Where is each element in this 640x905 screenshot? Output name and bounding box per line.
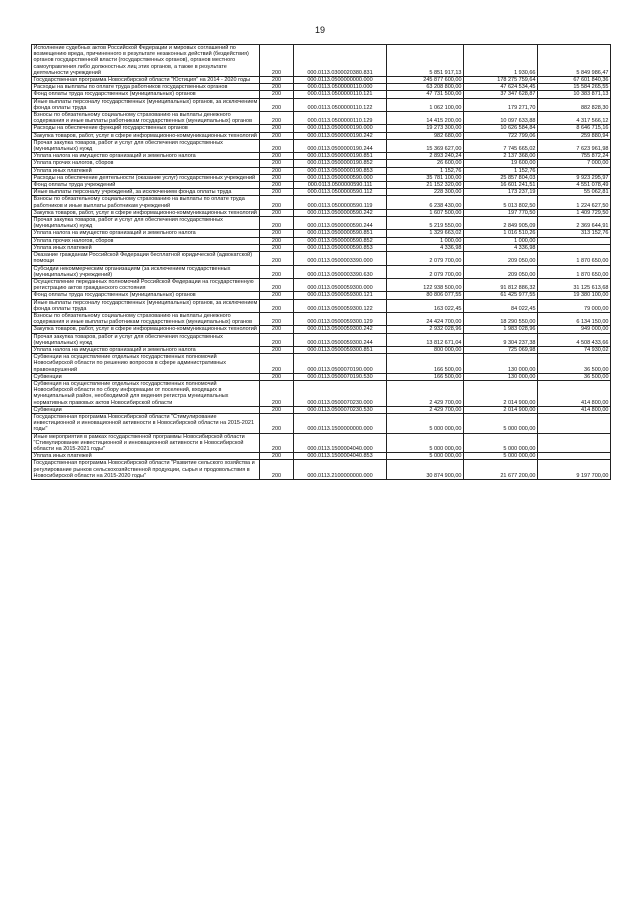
row-line-code-cell: 200 bbox=[260, 244, 294, 251]
row-line-code-cell: 200 bbox=[260, 189, 294, 196]
row-name-cell: Иные выплаты персоналу учреждений, за исключением фонда оплаты труда bbox=[32, 189, 260, 196]
row-remaining-cell: 1 409 729,50 bbox=[538, 209, 611, 216]
row-name-cell: Фонд оплаты труда государственных (муниципальных) органов bbox=[32, 292, 260, 299]
row-name-cell: Фонд оплаты труда учреждений bbox=[32, 182, 260, 189]
row-remaining-cell: 4 317 566,12 bbox=[538, 112, 611, 125]
row-approved-cell: 5 000 000,00 bbox=[387, 413, 464, 433]
row-remaining-cell: 15 584 265,55 bbox=[538, 84, 611, 91]
table-row bbox=[32, 406, 611, 413]
table-row bbox=[32, 153, 611, 160]
row-executed-cell: 178 275 759,64 bbox=[464, 77, 538, 84]
row-remaining-cell: 9 923 295,97 bbox=[538, 174, 611, 181]
table-row bbox=[32, 299, 611, 312]
row-name-cell: Расходы на обеспечение деятельности (оказание услуг) государственных учреждений bbox=[32, 174, 260, 181]
table-row bbox=[32, 433, 611, 453]
table-row bbox=[32, 189, 611, 196]
row-line-code-cell: 200 bbox=[260, 333, 294, 346]
budget-table-body bbox=[32, 45, 611, 480]
row-budget-code-cell: 000.0113.0500000590.244 bbox=[294, 217, 387, 230]
row-remaining-cell bbox=[538, 453, 611, 460]
row-approved-cell: 1 607 500,00 bbox=[387, 209, 464, 216]
row-approved-cell: 21 152 320,00 bbox=[387, 182, 464, 189]
row-remaining-cell: 55 062,81 bbox=[538, 189, 611, 196]
row-approved-cell: 2 429 700,00 bbox=[387, 380, 464, 406]
row-executed-cell: 16 601 241,51 bbox=[464, 182, 538, 189]
row-budget-code-cell: 000.0113.0500000590.111 bbox=[294, 182, 387, 189]
row-approved-cell: 1 329 663,02 bbox=[387, 230, 464, 237]
row-line-code-cell: 200 bbox=[260, 278, 294, 291]
row-executed-cell: 5 000 000,00 bbox=[464, 453, 538, 460]
row-executed-cell: 2 014 900,00 bbox=[464, 406, 538, 413]
row-approved-cell: 122 938 500,00 bbox=[387, 278, 464, 291]
row-name-cell: Субсидии некоммерческим организациям (за исключением государственных (муниципальных) учреждений) bbox=[32, 265, 260, 278]
row-approved-cell: 1 000,00 bbox=[387, 237, 464, 244]
row-name-cell: Прочая закупка товаров, работ и услуг для обеспечения государственных (муниципальных) нужд bbox=[32, 217, 260, 230]
row-name-cell: Субвенции на осуществление отдельных государственных полномочий Новосибирской области по решению вопросов в сфере административных правонарушений bbox=[32, 354, 260, 374]
table-row bbox=[32, 160, 611, 167]
row-line-code-cell: 200 bbox=[260, 265, 294, 278]
row-executed-cell: 725 069,98 bbox=[464, 346, 538, 353]
row-executed-cell: 2 137 368,00 bbox=[464, 153, 538, 160]
row-budget-code-cell: 000.0113.1500004040.853 bbox=[294, 453, 387, 460]
row-name-cell: Иные выплаты персоналу государственных (муниципальных) органов, за исключением фонда оплаты труда bbox=[32, 299, 260, 312]
row-budget-code-cell: 000.0113.0500000590.112 bbox=[294, 189, 387, 196]
row-executed-cell: 7 745 665,02 bbox=[464, 139, 538, 152]
row-approved-cell: 15 369 627,00 bbox=[387, 139, 464, 152]
row-name-cell: Государственная программа Новосибирской области "Развитие сельского хозяйства и регулирование рынков сельскохозяйственной продукции, сырья и продовольствия в Новосибирской области на 2015-2020 годы" bbox=[32, 460, 260, 480]
row-line-code-cell: 200 bbox=[260, 413, 294, 433]
row-line-code-cell: 200 bbox=[260, 354, 294, 374]
row-remaining-cell: 8 646 715,16 bbox=[538, 125, 611, 132]
row-line-code-cell: 200 bbox=[260, 160, 294, 167]
row-executed-cell: 130 000,00 bbox=[464, 354, 538, 374]
row-name-cell: Государственная программа Новосибирской области "Юстиция" на 2014 - 2020 годы bbox=[32, 77, 260, 84]
row-line-code-cell: 200 bbox=[260, 98, 294, 111]
row-name-cell: Взносы по обязательному социальному страхованию на выплаты по оплате труда работников и иные выплаты работникам учреждений bbox=[32, 196, 260, 209]
row-approved-cell: 5 000 000,00 bbox=[387, 453, 464, 460]
row-remaining-cell bbox=[538, 244, 611, 251]
row-name-cell: Уплата прочих налогов, сборов bbox=[32, 237, 260, 244]
row-executed-cell: 130 000,00 bbox=[464, 373, 538, 380]
row-budget-code-cell: 000.0113.1500000000.000 bbox=[294, 413, 387, 433]
row-approved-cell: 6 238 430,00 bbox=[387, 196, 464, 209]
row-line-code-cell: 200 bbox=[260, 77, 294, 84]
row-approved-cell: 63 208 800,00 bbox=[387, 84, 464, 91]
row-name-cell: Уплата налога на имущество организаций и земельного налога bbox=[32, 153, 260, 160]
row-budget-code-cell: 000.0113.0500000590.119 bbox=[294, 196, 387, 209]
row-line-code-cell: 200 bbox=[260, 209, 294, 216]
table-row bbox=[32, 312, 611, 325]
row-executed-cell: 209 050,00 bbox=[464, 265, 538, 278]
row-budget-code-cell: 000.0113.0500000590.852 bbox=[294, 237, 387, 244]
row-approved-cell: 2 429 700,00 bbox=[387, 406, 464, 413]
row-remaining-cell: 19 380 100,00 bbox=[538, 292, 611, 299]
table-row bbox=[32, 125, 611, 132]
row-remaining-cell: 9 197 700,00 bbox=[538, 460, 611, 480]
row-budget-code-cell: 000.0113.0500000110.122 bbox=[294, 98, 387, 111]
row-executed-cell: 84 022,45 bbox=[464, 299, 538, 312]
row-approved-cell: 228 300,00 bbox=[387, 189, 464, 196]
table-row bbox=[32, 460, 611, 480]
table-row bbox=[32, 380, 611, 406]
row-executed-cell: 5 000 000,00 bbox=[464, 433, 538, 453]
row-name-cell: Уплата иных платежей bbox=[32, 453, 260, 460]
row-approved-cell: 245 877 600,00 bbox=[387, 77, 464, 84]
row-approved-cell: 800 000,00 bbox=[387, 346, 464, 353]
row-budget-code-cell: 000.0113.0500000190.244 bbox=[294, 139, 387, 152]
row-executed-cell: 722 799,06 bbox=[464, 132, 538, 139]
row-executed-cell: 1 930,66 bbox=[464, 45, 538, 77]
row-name-cell: Расходы на обеспечение функций государственных органов bbox=[32, 125, 260, 132]
table-row bbox=[32, 292, 611, 299]
row-approved-cell: 2 893 240,24 bbox=[387, 153, 464, 160]
row-budget-code-cell: 000.0113.0500000190.851 bbox=[294, 153, 387, 160]
row-line-code-cell: 200 bbox=[260, 217, 294, 230]
row-budget-code-cell: 000.0113.1500004040.000 bbox=[294, 433, 387, 453]
row-executed-cell: 2 014 900,00 bbox=[464, 380, 538, 406]
row-budget-code-cell: 000.0113.2100000000.000 bbox=[294, 460, 387, 480]
row-name-cell: Уплата иных платежей bbox=[32, 244, 260, 251]
row-line-code-cell: 200 bbox=[260, 174, 294, 181]
row-line-code-cell: 200 bbox=[260, 153, 294, 160]
row-remaining-cell bbox=[538, 167, 611, 174]
row-approved-cell: 80 806 077,55 bbox=[387, 292, 464, 299]
row-remaining-cell: 10 383 871,13 bbox=[538, 91, 611, 98]
table-row bbox=[32, 230, 611, 237]
row-remaining-cell: 1 224 627,50 bbox=[538, 196, 611, 209]
row-budget-code-cell: 000.0113.0500070190.000 bbox=[294, 354, 387, 374]
table-row bbox=[32, 453, 611, 460]
row-budget-code-cell: 000.0113.0500000590.853 bbox=[294, 244, 387, 251]
row-budget-code-cell: 000.0113.0500059300.851 bbox=[294, 346, 387, 353]
row-line-code-cell: 200 bbox=[260, 373, 294, 380]
row-name-cell: Закупка товаров, работ, услуг в сфере информационно-коммуникационных технологий bbox=[32, 209, 260, 216]
row-approved-cell: 47 731 500,00 bbox=[387, 91, 464, 98]
row-name-cell: Уплата прочих налогов, сборов bbox=[32, 160, 260, 167]
row-name-cell: Расходы на выплаты по оплате труда работников государственных органов bbox=[32, 84, 260, 91]
row-line-code-cell: 200 bbox=[260, 453, 294, 460]
row-remaining-cell: 6 134 150,00 bbox=[538, 312, 611, 325]
row-budget-code-cell: 000.0113.0500000110.000 bbox=[294, 84, 387, 91]
row-line-code-cell: 200 bbox=[260, 84, 294, 91]
table-row bbox=[32, 139, 611, 152]
row-executed-cell: 1 152,76 bbox=[464, 167, 538, 174]
table-row bbox=[32, 244, 611, 251]
table-row bbox=[32, 45, 611, 77]
row-executed-cell: 10 097 633,88 bbox=[464, 112, 538, 125]
row-approved-cell: 1 152,76 bbox=[387, 167, 464, 174]
row-line-code-cell: 200 bbox=[260, 252, 294, 265]
row-approved-cell: 4 336,98 bbox=[387, 244, 464, 251]
row-line-code-cell: 200 bbox=[260, 237, 294, 244]
table-row bbox=[32, 209, 611, 216]
row-approved-cell: 2 079 700,00 bbox=[387, 252, 464, 265]
row-remaining-cell: 7 623 961,98 bbox=[538, 139, 611, 152]
row-remaining-cell: 882 828,30 bbox=[538, 98, 611, 111]
row-remaining-cell: 36 500,00 bbox=[538, 373, 611, 380]
row-budget-code-cell: 000.0113.0500000590.851 bbox=[294, 230, 387, 237]
table-row bbox=[32, 182, 611, 189]
row-remaining-cell: 313 152,76 bbox=[538, 230, 611, 237]
row-budget-code-cell: 000.0113.0500000190.000 bbox=[294, 125, 387, 132]
row-approved-cell: 19 273 300,00 bbox=[387, 125, 464, 132]
row-executed-cell: 5 000 000,00 bbox=[464, 413, 538, 433]
row-approved-cell: 982 680,00 bbox=[387, 132, 464, 139]
row-line-code-cell: 200 bbox=[260, 45, 294, 77]
row-executed-cell: 61 425 977,55 bbox=[464, 292, 538, 299]
row-line-code-cell: 200 bbox=[260, 196, 294, 209]
row-approved-cell: 163 022,45 bbox=[387, 299, 464, 312]
row-approved-cell: 35 781 100,00 bbox=[387, 174, 464, 181]
row-remaining-cell bbox=[538, 237, 611, 244]
row-name-cell: Уплата налога на имущество организаций и земельного налога bbox=[32, 230, 260, 237]
row-remaining-cell bbox=[538, 413, 611, 433]
row-budget-code-cell: 000.0113.0500000110.121 bbox=[294, 91, 387, 98]
row-approved-cell: 1 062 100,00 bbox=[387, 98, 464, 111]
row-approved-cell: 14 415 200,00 bbox=[387, 112, 464, 125]
row-name-cell: Осуществление переданных полномочий Российской Федерации на государственную регистрацию актов гражданского состояния bbox=[32, 278, 260, 291]
row-executed-cell: 21 677 200,00 bbox=[464, 460, 538, 480]
table-row bbox=[32, 167, 611, 174]
row-line-code-cell: 200 bbox=[260, 167, 294, 174]
row-executed-cell: 10 626 584,84 bbox=[464, 125, 538, 132]
row-executed-cell: 209 050,00 bbox=[464, 252, 538, 265]
row-budget-code-cell: 000.0113.0500059300.000 bbox=[294, 278, 387, 291]
row-budget-code-cell: 000.0113.0500000110.129 bbox=[294, 112, 387, 125]
table-row bbox=[32, 333, 611, 346]
row-budget-code-cell: 000.0113.0500059300.242 bbox=[294, 326, 387, 333]
row-executed-cell: 197 770,50 bbox=[464, 209, 538, 216]
row-budget-code-cell: 000.0113.0500003390.000 bbox=[294, 252, 387, 265]
budget-table bbox=[31, 44, 611, 480]
row-remaining-cell: 414 800,00 bbox=[538, 380, 611, 406]
row-name-cell: Фонд оплаты труда государственных (муниципальных) органов bbox=[32, 91, 260, 98]
table-row bbox=[32, 91, 611, 98]
row-remaining-cell: 7 000,00 bbox=[538, 160, 611, 167]
row-budget-code-cell: 000.0113.0300020380.831 bbox=[294, 45, 387, 77]
row-approved-cell: 5 219 550,00 bbox=[387, 217, 464, 230]
row-line-code-cell: 200 bbox=[260, 406, 294, 413]
row-name-cell: Уплата налога на имущество организаций и земельного налога bbox=[32, 346, 260, 353]
row-line-code-cell: 200 bbox=[260, 433, 294, 453]
row-remaining-cell bbox=[538, 433, 611, 453]
row-budget-code-cell: 000.0113.0500000590.242 bbox=[294, 209, 387, 216]
row-name-cell: Уплата иных платежей bbox=[32, 167, 260, 174]
row-remaining-cell: 2 369 644,91 bbox=[538, 217, 611, 230]
row-remaining-cell: 259 880,94 bbox=[538, 132, 611, 139]
row-executed-cell: 173 237,19 bbox=[464, 189, 538, 196]
row-name-cell: Прочая закупка товаров, работ и услуг для обеспечения государственных (муниципальных) нужд bbox=[32, 333, 260, 346]
table-row bbox=[32, 278, 611, 291]
row-line-code-cell: 200 bbox=[260, 132, 294, 139]
row-remaining-cell: 1 870 650,00 bbox=[538, 265, 611, 278]
row-budget-code-cell: 000.0113.0500000590.000 bbox=[294, 174, 387, 181]
row-executed-cell: 9 304 237,38 bbox=[464, 333, 538, 346]
row-remaining-cell: 36 500,00 bbox=[538, 354, 611, 374]
row-name-cell: Прочая закупка товаров, работ и услуг для обеспечения государственных (муниципальных) нужд bbox=[32, 139, 260, 152]
row-executed-cell: 25 857 804,03 bbox=[464, 174, 538, 181]
table-row bbox=[32, 174, 611, 181]
row-name-cell: Субвенции bbox=[32, 373, 260, 380]
row-budget-code-cell: 000.0113.0500000190.852 bbox=[294, 160, 387, 167]
row-budget-code-cell: 000.0113.0500000190.242 bbox=[294, 132, 387, 139]
row-executed-cell: 19 600,00 bbox=[464, 160, 538, 167]
row-line-code-cell: 200 bbox=[260, 91, 294, 98]
row-remaining-cell: 5 849 986,47 bbox=[538, 45, 611, 77]
table-row bbox=[32, 413, 611, 433]
row-remaining-cell: 74 930,02 bbox=[538, 346, 611, 353]
row-budget-code-cell: 000.0113.0500059300.129 bbox=[294, 312, 387, 325]
row-line-code-cell: 200 bbox=[260, 230, 294, 237]
row-budget-code-cell: 000.0113.0500070230.000 bbox=[294, 380, 387, 406]
table-row bbox=[32, 132, 611, 139]
table-row bbox=[32, 346, 611, 353]
row-executed-cell: 91 812 886,32 bbox=[464, 278, 538, 291]
row-name-cell: Иные выплаты персоналу государственных (муниципальных) органов, за исключением фонда оплаты труда bbox=[32, 98, 260, 111]
row-executed-cell: 1 000,00 bbox=[464, 237, 538, 244]
row-line-code-cell: 200 bbox=[260, 312, 294, 325]
row-budget-code-cell: 000.0113.0500003390.630 bbox=[294, 265, 387, 278]
row-line-code-cell: 200 bbox=[260, 326, 294, 333]
row-remaining-cell: 4 551 078,49 bbox=[538, 182, 611, 189]
row-remaining-cell: 31 125 613,68 bbox=[538, 278, 611, 291]
row-remaining-cell: 1 870 650,00 bbox=[538, 252, 611, 265]
page-number: 19 bbox=[314, 25, 325, 35]
row-approved-cell: 2 079 700,00 bbox=[387, 265, 464, 278]
row-remaining-cell: 755 872,24 bbox=[538, 153, 611, 160]
row-budget-code-cell: 000.0113.0500000000.000 bbox=[294, 77, 387, 84]
row-line-code-cell: 200 bbox=[260, 460, 294, 480]
row-name-cell: Закупка товаров, работ, услуг в сфере информационно-коммуникационных технологий bbox=[32, 132, 260, 139]
row-name-cell: Оказание гражданам Российской Федерации бесплатной юридической (адвокатской) помощи bbox=[32, 252, 260, 265]
row-budget-code-cell: 000.0113.0500059300.122 bbox=[294, 299, 387, 312]
row-remaining-cell: 949 000,00 bbox=[538, 326, 611, 333]
table-row bbox=[32, 98, 611, 111]
row-executed-cell: 1 016 510,26 bbox=[464, 230, 538, 237]
table-row bbox=[32, 373, 611, 380]
table-row bbox=[32, 354, 611, 374]
row-remaining-cell: 414 800,00 bbox=[538, 406, 611, 413]
row-name-cell: Взносы по обязательному социальному страхованию на выплаты денежного содержания и иные выплаты работникам государственных (муниципальных) органов bbox=[32, 112, 260, 125]
row-name-cell: Субвенция на осуществление отдельных государственных полномочий Новосибирской области по сбору информации от поселений, входящих в муниципальный район, необходимой для ведения регистра муниципальных нормативных правовых актов Новосибирской области bbox=[32, 380, 260, 406]
row-executed-cell: 18 290 550,00 bbox=[464, 312, 538, 325]
row-name-cell: Закупка товаров, работ, услуг в сфере информационно-коммуникационных технологий bbox=[32, 326, 260, 333]
row-line-code-cell: 200 bbox=[260, 346, 294, 353]
row-approved-cell: 26 600,00 bbox=[387, 160, 464, 167]
row-remaining-cell: 79 000,00 bbox=[538, 299, 611, 312]
row-executed-cell: 5 013 802,50 bbox=[464, 196, 538, 209]
row-line-code-cell: 200 bbox=[260, 380, 294, 406]
row-name-cell: Иные мероприятия в рамках государственной программы Новосибирской области "Стимулирование инвестиционной и инновационной активности в Новосибирской области на 2015-2021 годы" bbox=[32, 433, 260, 453]
row-executed-cell: 179 271,70 bbox=[464, 98, 538, 111]
table-row bbox=[32, 77, 611, 84]
row-approved-cell: 5 851 917,13 bbox=[387, 45, 464, 77]
row-approved-cell: 2 932 028,96 bbox=[387, 326, 464, 333]
row-budget-code-cell: 000.0113.0500070190.530 bbox=[294, 373, 387, 380]
table-row bbox=[32, 217, 611, 230]
table-row bbox=[32, 326, 611, 333]
row-approved-cell: 5 000 000,00 bbox=[387, 433, 464, 453]
row-executed-cell: 37 347 628,87 bbox=[464, 91, 538, 98]
row-budget-code-cell: 000.0113.0500070230.530 bbox=[294, 406, 387, 413]
row-approved-cell: 166 500,00 bbox=[387, 354, 464, 374]
row-approved-cell: 30 874 900,00 bbox=[387, 460, 464, 480]
row-executed-cell: 47 624 534,45 bbox=[464, 84, 538, 91]
row-name-cell: Взносы по обязательному социальному страхованию на выплаты денежного содержания и иные выплаты работникам государственных (муниципальных) органов bbox=[32, 312, 260, 325]
row-budget-code-cell: 000.0113.0500059300.244 bbox=[294, 333, 387, 346]
table-row bbox=[32, 252, 611, 265]
row-executed-cell: 1 983 028,96 bbox=[464, 326, 538, 333]
row-budget-code-cell: 000.0113.0500000190.853 bbox=[294, 167, 387, 174]
row-approved-cell: 166 500,00 bbox=[387, 373, 464, 380]
table-row bbox=[32, 84, 611, 91]
row-budget-code-cell: 000.0113.0500059300.121 bbox=[294, 292, 387, 299]
row-executed-cell: 4 336,98 bbox=[464, 244, 538, 251]
table-row bbox=[32, 112, 611, 125]
row-name-cell: Исполнение судебных актов Российской Федерации и мировых соглашений по возмещению вреда, причиненного в результате незаконных действий (бездействия) органов государственной власти (государственных органов), органов местного самоуправления либо должностных лиц этих органов, а также в результате деятельности учреждений bbox=[32, 45, 260, 77]
row-remaining-cell: 4 508 433,66 bbox=[538, 333, 611, 346]
table-row bbox=[32, 265, 611, 278]
row-line-code-cell: 200 bbox=[260, 299, 294, 312]
row-name-cell: Субвенции bbox=[32, 406, 260, 413]
row-line-code-cell: 200 bbox=[260, 139, 294, 152]
row-line-code-cell: 200 bbox=[260, 182, 294, 189]
row-name-cell: Государственная программа Новосибирской области "Стимулирование инвестиционной и инновационной активности в Новосибирской области на 2015-2021 годы" bbox=[32, 413, 260, 433]
table-row bbox=[32, 196, 611, 209]
row-approved-cell: 24 424 700,00 bbox=[387, 312, 464, 325]
row-remaining-cell: 67 601 840,36 bbox=[538, 77, 611, 84]
row-line-code-cell: 200 bbox=[260, 292, 294, 299]
row-approved-cell: 13 812 671,04 bbox=[387, 333, 464, 346]
row-line-code-cell: 200 bbox=[260, 112, 294, 125]
table-row bbox=[32, 237, 611, 244]
row-line-code-cell: 200 bbox=[260, 125, 294, 132]
row-executed-cell: 2 849 905,09 bbox=[464, 217, 538, 230]
